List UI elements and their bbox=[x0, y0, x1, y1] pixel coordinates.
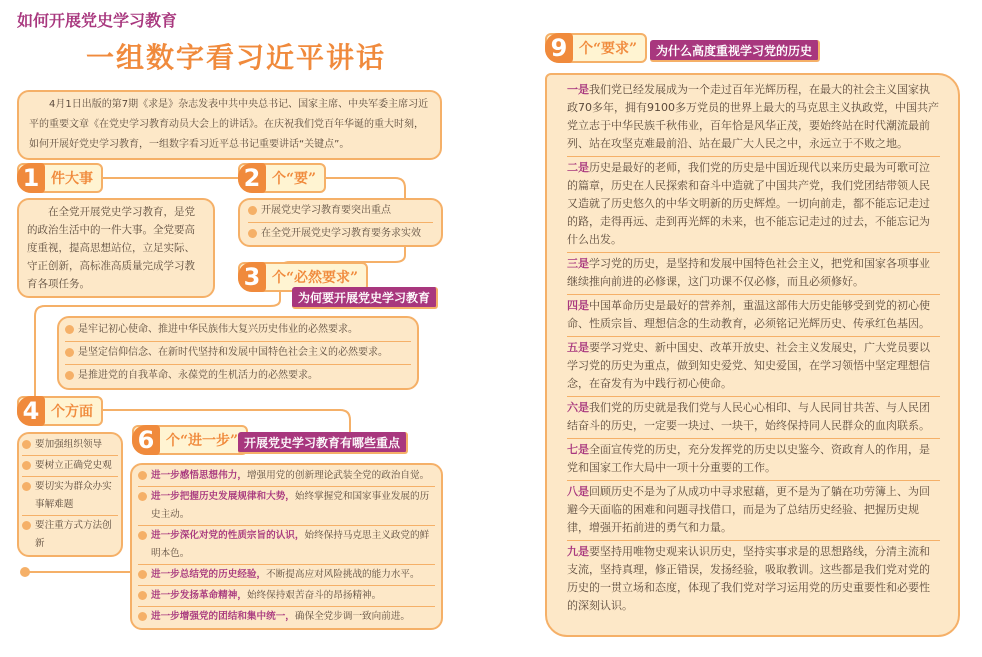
item-lead: 八是 bbox=[567, 485, 589, 498]
list-item bbox=[138, 565, 435, 586]
number-badge: 4 bbox=[17, 396, 45, 426]
item-lead: 四是 bbox=[567, 299, 589, 312]
bullet-icon bbox=[248, 229, 257, 238]
item-text: 开展党史学习教育要突出重点 bbox=[261, 205, 391, 216]
item-lead: 进一步增强党的团结和集中统一， bbox=[151, 611, 295, 622]
bullet-icon bbox=[138, 531, 147, 540]
section-label: 个方面 bbox=[51, 404, 93, 420]
item-text: 全面宣传党的历史，充分发挥党的历史以史鉴今、资政育人的作用，是党和国家工作大局中一项十分重要的工作。 bbox=[567, 443, 930, 474]
item-text: 我们党的历史就是我们党与人民心心相印、与人民同甘共苦、与人民团结奋斗的历史，一定要一块过、一块干，始终保持同人民群众的血肉联系。 bbox=[567, 401, 930, 432]
bullet-icon bbox=[22, 440, 31, 449]
section-1-label bbox=[17, 163, 103, 193]
requirement-item bbox=[567, 295, 940, 337]
list-item bbox=[22, 456, 118, 477]
list-item bbox=[22, 516, 118, 554]
section-label: 个“要” bbox=[272, 171, 317, 187]
item-text: 要学习党史、新中国史、改革开放史、社会主义发展史，广大党员要以学习党的历史为重点，做到知史爱党、知史爱国，在学习领悟中坚定理想信念，在奋发有为中践行初心使命。 bbox=[567, 341, 930, 390]
section-4-list bbox=[17, 432, 123, 557]
number-badge: 3 bbox=[238, 262, 266, 292]
header-kicker: 如何开展党史学习教育 bbox=[17, 11, 178, 30]
item-lead: 九是 bbox=[567, 545, 589, 558]
section-6-label bbox=[132, 425, 248, 455]
section-label: 个“要求” bbox=[579, 41, 638, 57]
item-text: 增强用党的创新理论武装全党的政治自觉。 bbox=[246, 470, 430, 481]
section-label: 个“必然要求” bbox=[272, 270, 359, 286]
bullet-icon bbox=[138, 612, 147, 621]
section-label: 件大事 bbox=[51, 171, 93, 187]
section-9-list bbox=[545, 73, 960, 637]
item-lead: 进一步深化对党的性质宗旨的认识， bbox=[151, 530, 305, 541]
requirement-item bbox=[567, 541, 940, 618]
item-text: 是牢记初心使命、推进中华民族伟大复兴历史伟业的必然要求。 bbox=[78, 324, 358, 335]
number-badge: 2 bbox=[238, 163, 266, 193]
connector-dot bbox=[20, 567, 30, 577]
list-item bbox=[138, 466, 435, 487]
bullet-icon bbox=[22, 461, 31, 470]
item-text: 始终保持艰苦奋斗的昂扬精神。 bbox=[246, 590, 382, 601]
section-1-text: 在全党开展党史学习教育，是党的政治生活中的一件大事。全党要高度重视，提高思想站位，立足实际、守正创新，高标准高质量完成学习教育各项任务。 bbox=[17, 198, 215, 298]
item-text: 要切实为群众办实事解难题 bbox=[35, 481, 112, 510]
requirement-item bbox=[567, 397, 940, 439]
bullet-icon bbox=[138, 570, 147, 579]
section-2-list bbox=[238, 198, 443, 247]
item-text: 要坚持用唯物史观来认识历史，坚持实事求是的思想路线，分清主流和支流，坚持真理，修正错误，发扬经验，吸取教训。这些都是我们党对党的历史的一贯立场和态度，体现了我们党对学习运用党的历史重要性和必要性的深刻认识。 bbox=[567, 545, 930, 612]
list-item bbox=[65, 319, 411, 342]
item-text: 中国革命历史是最好的营养剂，重温这部伟大历史能够受到党的初心使命、性质宗旨、理想信念的生动教育，必须铭记光辉历史、传承红色基因。 bbox=[567, 299, 930, 330]
item-text: 始终掌握党和国家事业发展的历史主动。 bbox=[151, 491, 430, 520]
section-4-label bbox=[17, 396, 103, 426]
intro-box: 4月1日出版的第7期《求是》杂志发表中共中央总书记、国家主席、中央军委主席习近平的重要文章《在党史学习教育动员大会上的讲话》。在庆祝我们党百年华诞的重大时刻，如何开展好党史学习教育，一组数字看习近平总书记重要讲话“关键点”。 bbox=[17, 90, 442, 160]
item-text: 回顾历史不是为了从成功中寻求慰藉，更不是为了躺在功劳簿上、为回避今天面临的困难和问题寻找借口，而是为了总结历史经验、把握历史规律，增强开拓前进的勇气和力量。 bbox=[567, 485, 930, 534]
section-9-label bbox=[545, 33, 647, 63]
requirement-item bbox=[567, 157, 940, 253]
section-6-list bbox=[130, 463, 443, 630]
list-item bbox=[248, 200, 433, 223]
requirement-item bbox=[567, 253, 940, 295]
bullet-icon bbox=[22, 521, 31, 530]
number-badge: 1 bbox=[17, 163, 45, 193]
item-text: 要注重方式方法创新 bbox=[35, 520, 112, 549]
item-lead: 一是 bbox=[567, 83, 589, 96]
page-title: 一组数字看习近平讲话 bbox=[86, 41, 387, 74]
bullet-icon bbox=[65, 348, 74, 357]
section-label: 个“进一步” bbox=[166, 433, 239, 449]
item-lead: 进一步感悟思想伟力， bbox=[151, 470, 247, 481]
item-lead: 进一步总结党的历史经验， bbox=[151, 569, 267, 580]
item-text: 是坚定信仰信念、在新时代坚持和发展中国特色社会主义的必然要求。 bbox=[78, 347, 388, 358]
bullet-icon bbox=[65, 371, 74, 380]
number-badge: 9 bbox=[545, 33, 573, 63]
item-text: 我们党已经发展成为一个走过百年光辉历程，在最大的社会主义国家执政70多年，拥有9100多万党员的世界上最大的马克思主义执政党，中国共产党立志于中华民族千秋伟业，百年恰是风华正茂，要始终站在时代潮流最前列、站在攻坚克难最前沿、站在最广大人民之中，永远立于不败之地。 bbox=[567, 83, 939, 150]
item-text: 不断提高应对风险挑战的能力水平。 bbox=[266, 569, 420, 580]
item-text: 学习党的历史，是坚持和发展中国特色社会主义，把党和国家各项事业继续推向前进的必修课，这门功课不仅必修，而且必须修好。 bbox=[567, 257, 930, 288]
item-text: 始终保持马克思主义政党的鲜明本色。 bbox=[151, 530, 430, 559]
list-item bbox=[248, 223, 433, 245]
item-lead: 七是 bbox=[567, 443, 589, 456]
list-item bbox=[22, 477, 118, 516]
requirement-item bbox=[567, 337, 940, 397]
item-lead: 三是 bbox=[567, 257, 589, 270]
requirement-item bbox=[567, 439, 940, 481]
item-text: 在全党开展党史学习教育要务求实效 bbox=[261, 228, 421, 239]
section-3-tag: 为何要开展党史学习教育 bbox=[292, 287, 438, 309]
list-item bbox=[138, 487, 435, 526]
number-badge: 6 bbox=[132, 425, 160, 455]
item-text: 历史是最好的老师，我们党的历史是中国近现代以来历史最为可歌可泣的篇章，历史在人民探索和奋斗中造就了中国共产党，我们党团结带领人民又造就了历史悠久的中华文明新的历史辉煌。一切向前走，都不能忘记走过的路，走得再远、走到再光辉的未来，也不能忘记走过的过去，不能忘记为什么出发。 bbox=[567, 161, 930, 246]
bullet-icon bbox=[138, 492, 147, 501]
list-item bbox=[138, 607, 435, 627]
bullet-icon bbox=[22, 482, 31, 491]
list-item bbox=[22, 435, 118, 456]
bullet-icon bbox=[138, 591, 147, 600]
requirement-item bbox=[567, 79, 940, 157]
bullet-icon bbox=[248, 206, 257, 215]
section-9-tag: 为什么高度重视学习党的历史 bbox=[650, 40, 820, 62]
item-lead: 二是 bbox=[567, 161, 589, 174]
section-3-list bbox=[57, 316, 419, 390]
item-text: 要树立正确党史观 bbox=[35, 460, 112, 471]
bullet-icon bbox=[65, 325, 74, 334]
item-lead: 进一步把握历史发展规律和大势， bbox=[151, 491, 295, 502]
list-item bbox=[138, 586, 435, 607]
item-lead: 六是 bbox=[567, 401, 589, 414]
item-text: 要加强组织领导 bbox=[35, 439, 103, 450]
section-6-tag: 开展党史学习教育有哪些重点 bbox=[238, 432, 408, 454]
bullet-icon bbox=[138, 471, 147, 480]
section-2-label bbox=[238, 163, 326, 193]
item-lead: 五是 bbox=[567, 341, 589, 354]
list-item bbox=[65, 342, 411, 365]
item-text: 是推进党的自我革命、永葆党的生机活力的必然要求。 bbox=[78, 370, 318, 381]
requirement-item bbox=[567, 481, 940, 541]
list-item bbox=[138, 526, 435, 565]
item-lead: 进一步发扬革命精神， bbox=[151, 590, 247, 601]
list-item bbox=[65, 365, 411, 387]
item-text: 确保全党步调一致向前进。 bbox=[294, 611, 411, 622]
